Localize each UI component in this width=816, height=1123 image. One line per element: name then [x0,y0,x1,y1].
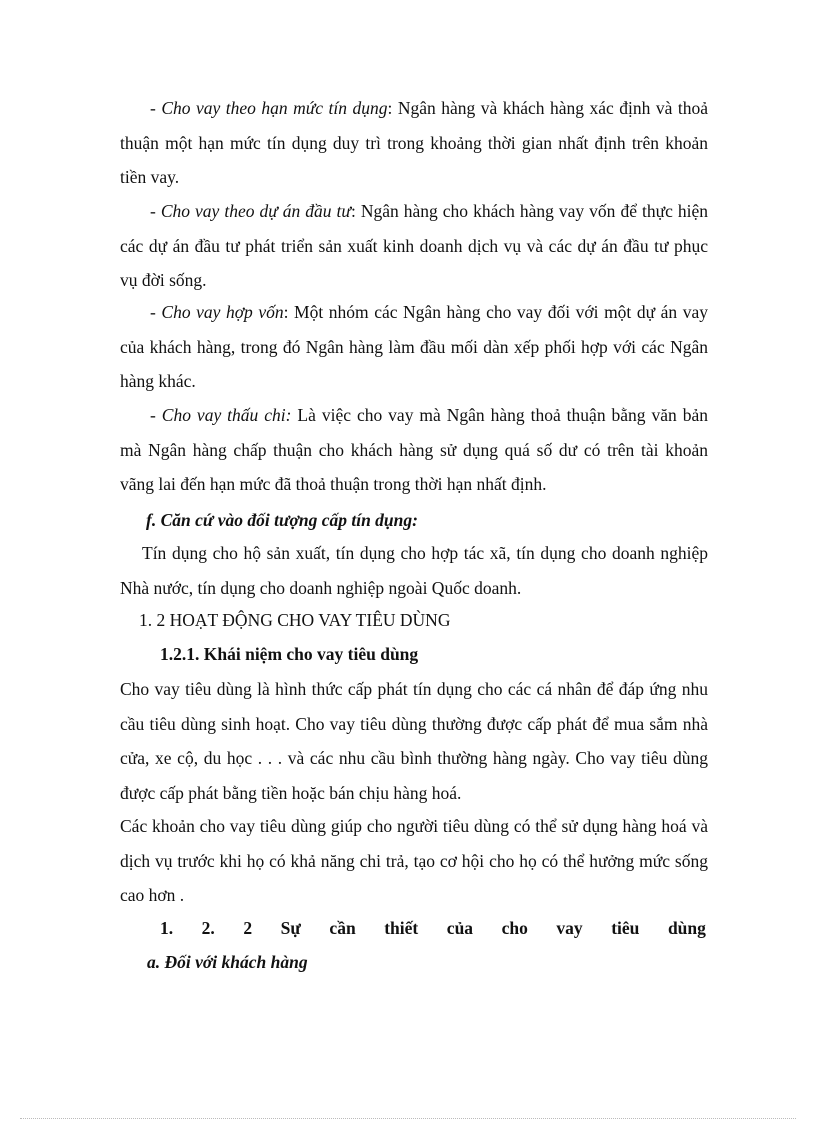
bullet-dash: - [150,302,162,322]
heading-word: cho [501,918,528,938]
paragraph-consumer-loan-definition: Cho vay tiêu dùng là hình thức cấp phát tín dụng cho các cá nhân để đáp ứng nhu cầu tiêu dùng sinh hoạt. Cho vay tiêu dùng thường được cấp phát để mua sắm nhà cửa, xe cộ, du học . . . và các nhu cầu bình thường hàng ngày. Cho vay tiêu dùng được cấp phát bằng tiền hoặc bán chịu hàng hoá. [120,679,708,803]
heading-word: thiết [384,918,419,938]
definition-text: : Ngân hàng cho khách hàng vay vốn để thực hiện các dự án đầu tư phát triển sản xuất kinh doanh dịch vụ và các dự án đầu tư phục vụ đời sống. [120,201,708,290]
heading-word: của [446,918,474,938]
heading-word: 2. [201,918,215,938]
heading-word: cần [329,918,356,938]
heading-1-2-1-concept: 1.2.1. Khái niệm cho vay tiêu dùng [160,644,419,664]
page-bottom-divider [20,1118,796,1119]
paragraph-overdraft-loan [120,398,708,502]
heading-word: 2 [243,918,253,938]
term-project-loan: Cho vay theo dự án đầu tư [160,201,351,221]
bullet-dash: - [150,405,162,425]
paragraph-credit-types: Tín dụng cho hộ sản xuất, tín dụng cho hợp tác xã, tín dụng cho doanh nghiệp Nhà nước, tín dụng cho doanh nghiệp ngoài Quốc doanh. [120,543,708,598]
definition-text: : Ngân hàng và khách hàng xác định và thoả thuận một hạn mức tín dụng duy trì trong khoảng thời gian nhất định trên khoản tiền vay. [120,98,708,187]
heading-word: vay [556,918,583,938]
heading-word: Sự [280,918,301,938]
term-overdraft-loan: Cho vay thấu chi: [161,405,292,425]
heading-word: 1. [160,918,174,938]
definition-text: Là việc cho vay mà Ngân hàng thoả thuận bằng văn bản mà Ngân hàng chấp thuận cho khách hàng sử dụng quá số dư có trên tài khoản vãng lai đến hạn mức đã thoả thuận trong thời hạn nhất định. [120,405,709,494]
bullet-dash: - [150,201,161,221]
heading-a-for-customers: a. Đối với khách hàng [147,952,308,972]
heading-f-credit-object: f. Căn cứ vào đối tượng cấp tín dụng: [146,510,418,530]
bullet-dash: - [150,98,162,118]
term-credit-limit-loan: Cho vay theo hạn mức tín dụng [161,98,388,118]
heading-word: dùng [667,918,706,938]
heading-word: tiêu [611,918,640,938]
term-syndicated-loan: Cho vay hợp vốn [161,302,284,322]
definition-text: : Một nhóm các Ngân hàng cho vay đối với một dự án vay của khách hàng, trong đó Ngân hàng làm đầu mối dàn xếp phối hợp với các Ngân hàng khác. [120,302,708,391]
heading-1-2-consumer-lending: 1. 2 HOẠT ĐỘNG CHO VAY TIÊU DÙNG [139,610,451,630]
paragraph-syndicated-loan [120,295,708,399]
heading-1-2-2-necessity [160,911,706,946]
paragraph-overdraft-limit-loan [120,91,708,195]
paragraph-project-loan [120,194,708,298]
paragraph-consumer-loan-benefit: Các khoản cho vay tiêu dùng giúp cho người tiêu dùng có thể sử dụng hàng hoá và dịch vụ trước khi họ có khả năng chi trả, tạo cơ hội cho họ có thể hưởng mức sống cao hơn . [120,816,708,905]
